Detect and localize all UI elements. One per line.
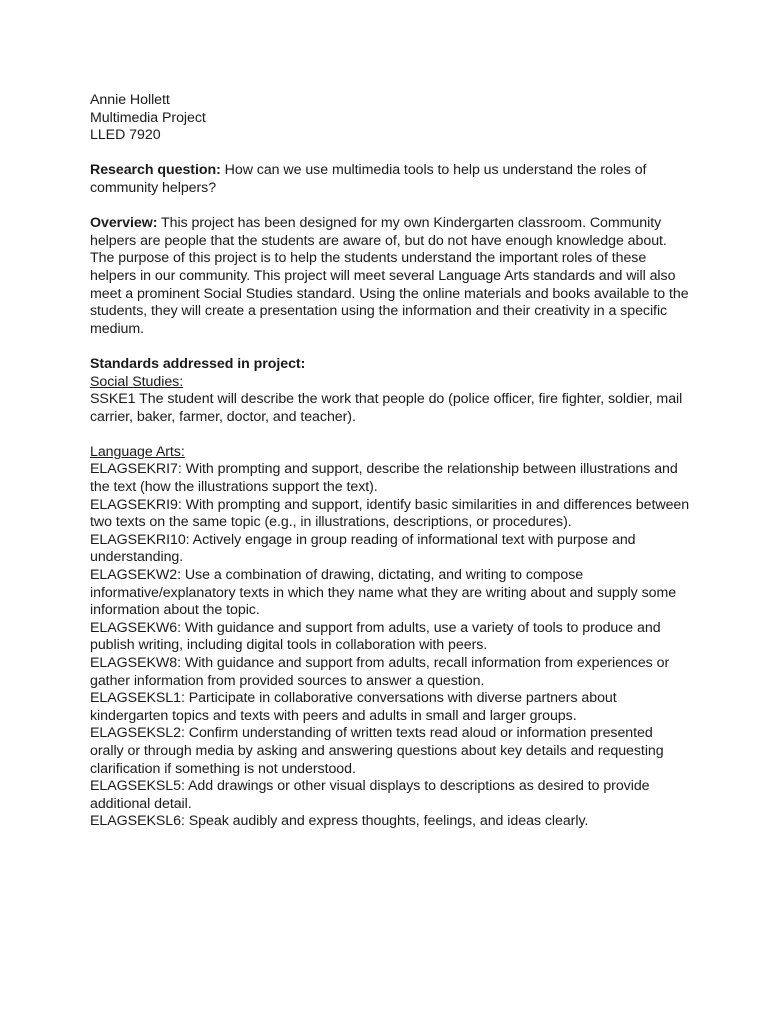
- course-code: LLED 7920: [90, 127, 161, 144]
- research-question: [90, 162, 690, 197]
- standard-item: ELAGSEKSL6: Speak audibly and express thoughts, feelings, and ideas clearly.: [90, 813, 589, 830]
- header-block: [90, 92, 690, 145]
- research-question-text: How can we use multimedia tools to help us understand the roles of community helpers?: [90, 162, 647, 196]
- standard-item: ELAGSEKW8: With guidance and support from adults, recall information from experiences or gather information from provided sources to answer a question.: [90, 655, 670, 689]
- research-question-label: Research question:: [90, 162, 221, 179]
- author-name: Annie Hollett: [90, 92, 170, 108]
- project-title: Multimedia Project: [90, 109, 206, 126]
- standards-heading: Standards addressed in project:: [90, 355, 306, 372]
- standard-item: ELAGSEKSL1: Participate in collaborative conversations with diverse partners about kindergarten topics and texts with peers and adults in small and larger groups.: [90, 690, 617, 724]
- standard-item: ELAGSEKSL5: Add drawings or other visual displays to descriptions as desired to provide additional detail.: [90, 778, 650, 812]
- social-studies-label: Social Studies:: [90, 373, 184, 390]
- standard-item: SSKE1 The student will describe the work that people do (police officer, fire fighter, soldier, mail carrier, baker, farmer, doctor, and teacher).: [90, 391, 683, 425]
- standard-item: ELAGSEKRI7: With prompting and support, describe the relationship between illustrations and the text (how the illustrations support the text).: [90, 461, 678, 496]
- standard-item: ELAGSEKRI9: With prompting and support, identify basic similarities in and differences between two texts on the same topic (e.g., in illustrations, descriptions, or procedures).: [90, 496, 690, 531]
- standard-item: ELAGSEKSL2: Confirm understanding of written texts read aloud or information presented orally or through media by asking and answering questions about key details and requesting clarification if something is not understood.: [90, 725, 664, 777]
- language-arts-list: [90, 461, 690, 830]
- standard-item: ELAGSEKW6: With guidance and support from adults, use a variety of tools to produce and publish writing, including digital tools in collaboration with peers.: [90, 619, 661, 654]
- overview-label: Overview:: [90, 215, 158, 232]
- document-page: [90, 92, 690, 831]
- overview-text: This project has been designed for my own Kindergarten classroom. Community helpers are people that the students are aware of, but do not have enough knowledge about. The purpose of this project is to help the students understand the important roles of these helpers in our community. This project will meet several Language Arts standards and will also meet a prominent Social Studies standard. Using the online materials and books available to the students, they will create a presentation using the information and their creativity in a specific medium.: [90, 215, 689, 337]
- social-studies-list: [90, 391, 690, 426]
- standard-item: ELAGSEKRI10: Actively engage in group reading of informational text with purpose and understanding.: [90, 531, 636, 566]
- overview-paragraph: [90, 215, 690, 338]
- standard-item: ELAGSEKW2: Use a combination of drawing, dictating, and writing to compose informative/explanatory texts in which they name what they are writing about and supply some information about the topic.: [90, 567, 677, 619]
- language-arts-label: Language Arts:: [90, 443, 185, 460]
